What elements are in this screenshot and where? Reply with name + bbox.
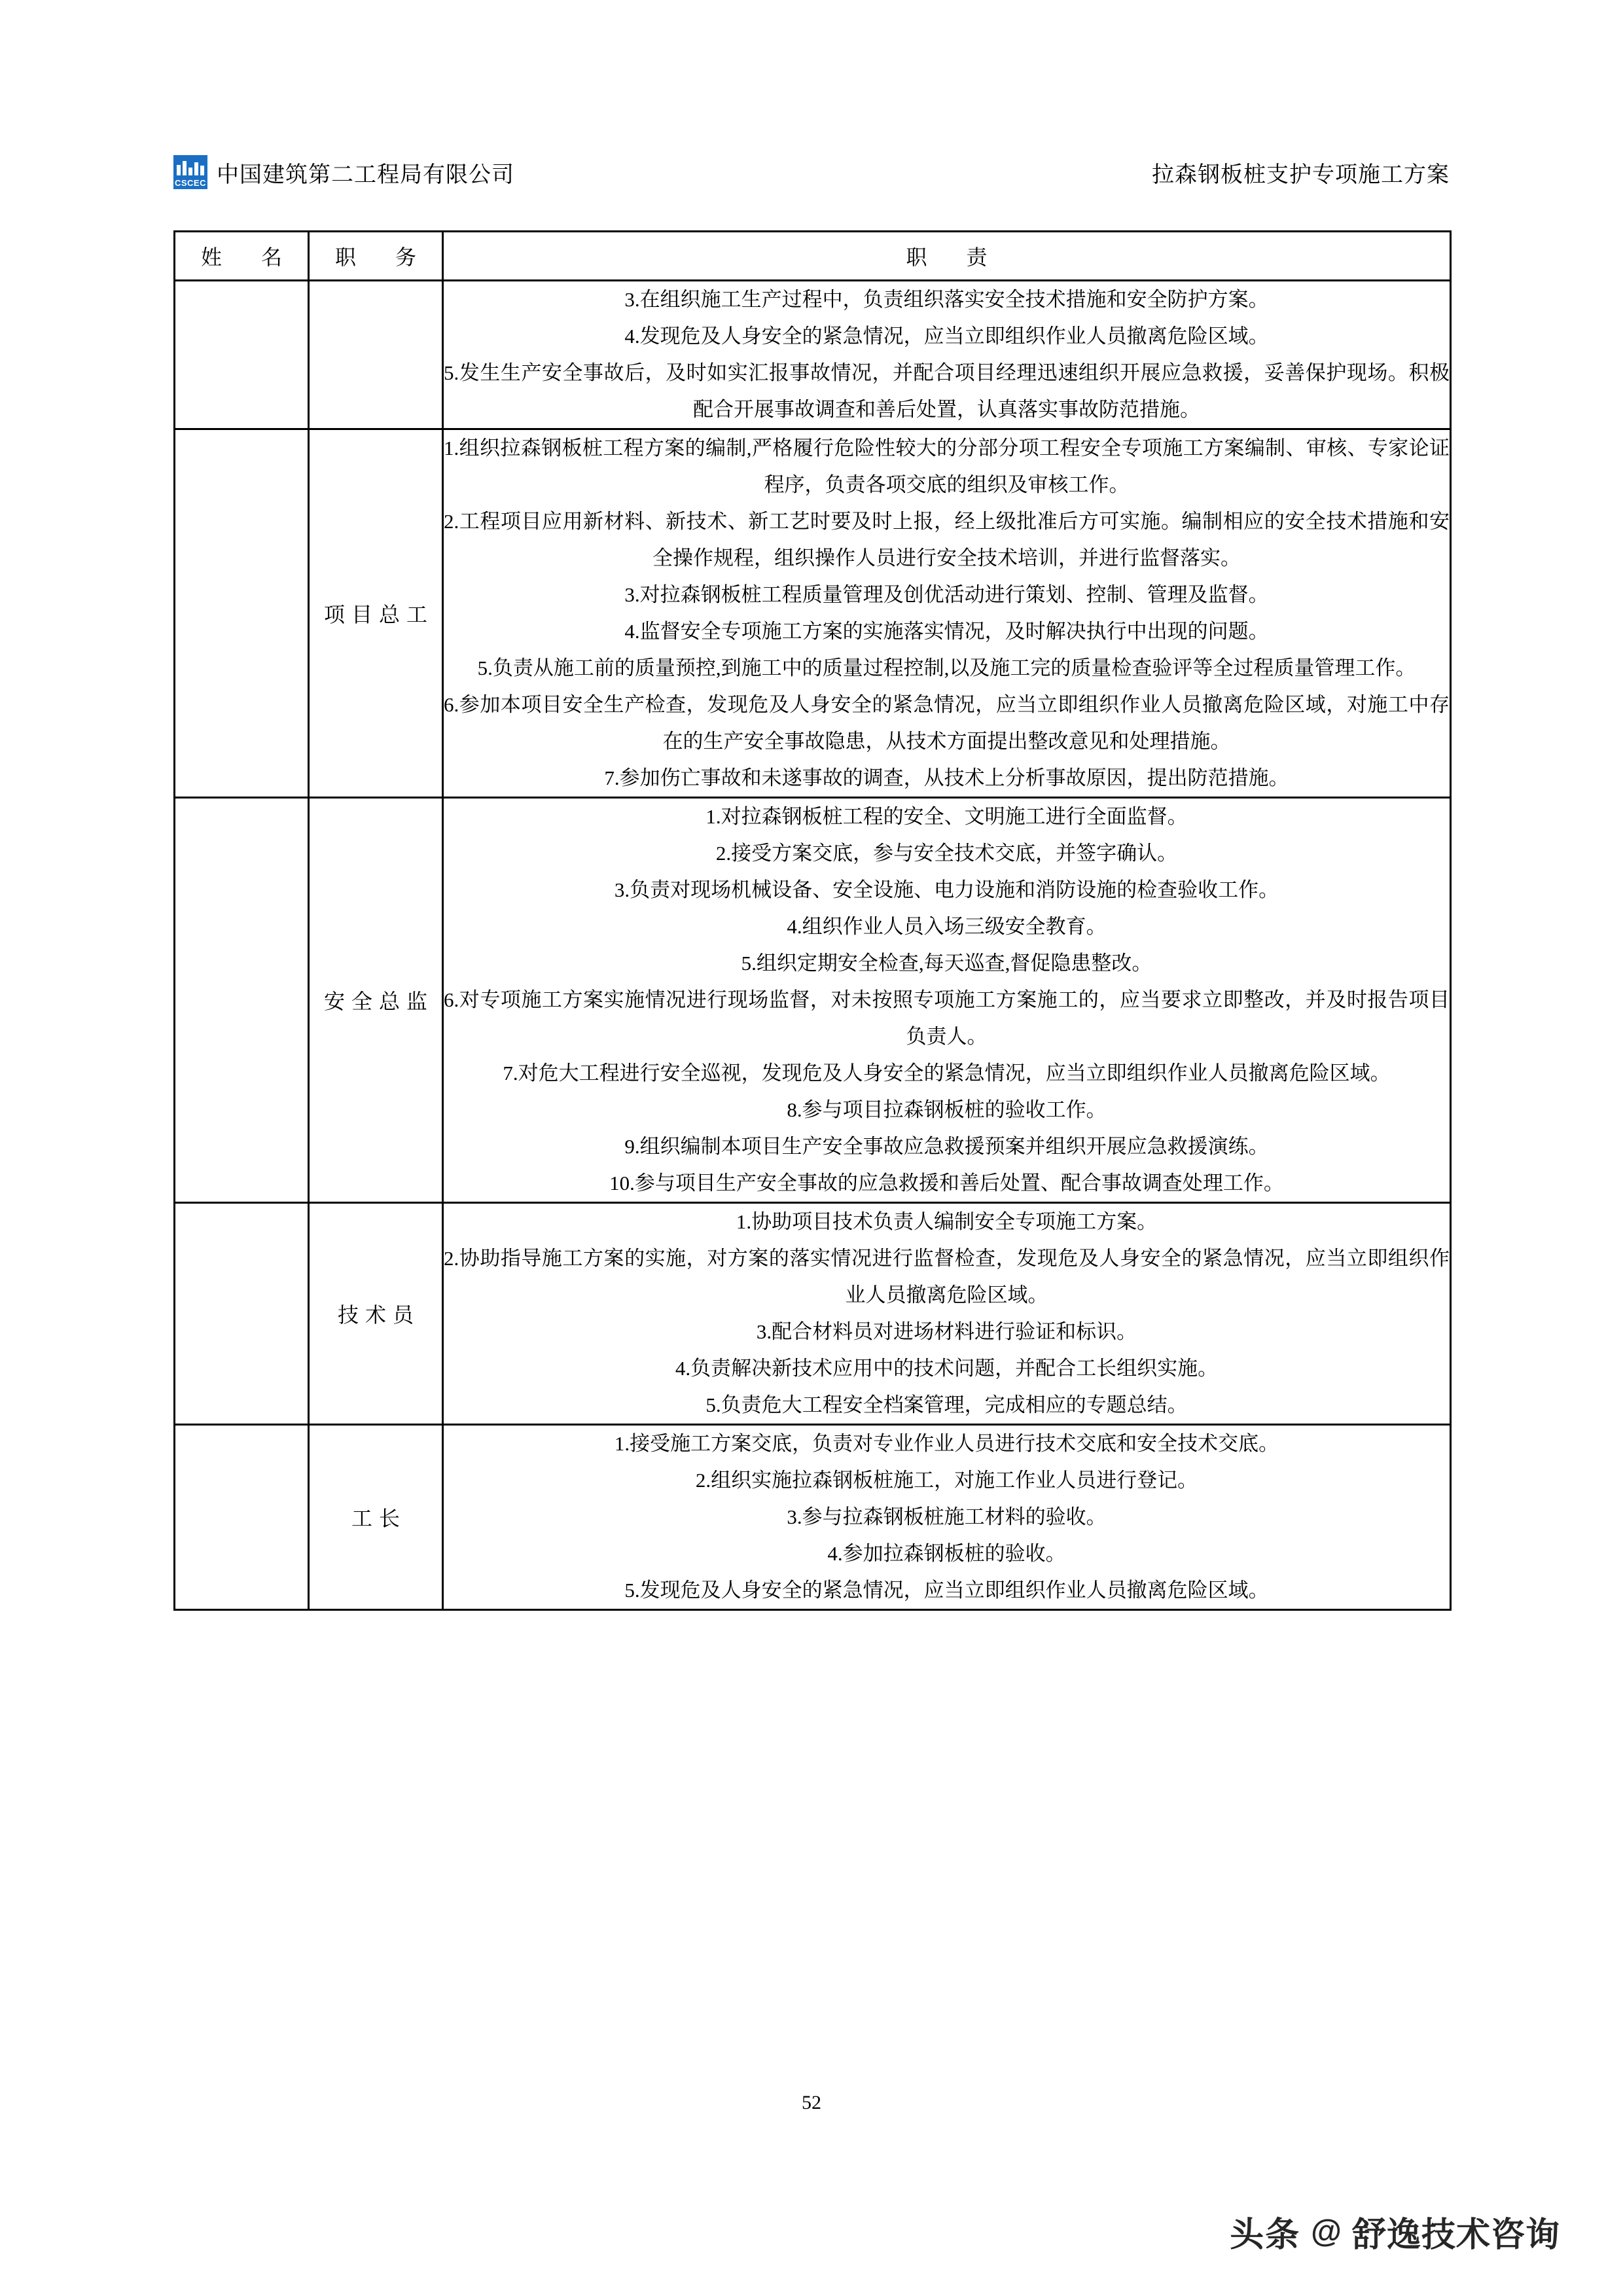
cell-role: 技术员 (309, 1203, 443, 1425)
duty-item: 5.组织定期安全检查,每天巡查,督促隐患整改。 (741, 952, 1152, 975)
cell-duty (443, 281, 1451, 429)
table-head (175, 232, 1451, 281)
column-header-name: 姓 名 (175, 232, 309, 281)
duty-item: 6.参加本项目安全生产检查，发现危及人身安全的紧急情况，应当立即组织作业人员撤离危险区域，对施工中存在的生产安全事故隐患，从技术方面提出整改意见和处理措施。 (444, 693, 1450, 753)
duty-item: 2.接受方案交底，参与安全技术交底，并签字确认。 (715, 842, 1178, 865)
duty-item: 5.负责危大工程安全档案管理，完成相应的专题总结。 (705, 1393, 1188, 1416)
duty-item: 4.发现危及人身安全的紧急情况，应当立即组织作业人员撤离危险区域。 (624, 325, 1269, 348)
duty-item: 6.对专项施工方案实施情况进行现场监督，对未按照专项施工方案施工的，应当要求立即整改，并及时报告项目负责人。 (444, 988, 1450, 1048)
cell-name (175, 1425, 309, 1610)
table-row (175, 1425, 1451, 1610)
logo-bars-icon (177, 160, 204, 175)
duty-item: 2.协助指导施工方案的实施，对方案的落实情况进行监督检查，发现危及人身安全的紧急情况，应当立即组织作业人员撤离危险区域。 (444, 1247, 1450, 1306)
column-header-role: 职 务 (309, 232, 443, 281)
running-header (173, 149, 1450, 195)
column-header-duty: 职 责 (443, 232, 1451, 281)
cell-role: 项目总工 (309, 429, 443, 798)
cscec-logo-icon (173, 155, 207, 189)
duty-item: 1.协助项目技术负责人编制安全专项施工方案。 (736, 1210, 1158, 1233)
header-document-title: 拉森钢板桩支护专项施工方案 (1152, 162, 1450, 187)
duty-item: 8.参与项目拉森钢板桩的验收工作。 (787, 1098, 1107, 1121)
duty-item: 3.参与拉森钢板桩施工材料的验收。 (787, 1505, 1107, 1528)
duty-item: 5.发现危及人身安全的紧急情况，应当立即组织作业人员撤离危险区域。 (624, 1579, 1269, 1602)
responsibility-table (173, 230, 1452, 1611)
cell-name (175, 429, 309, 798)
duty-item: 3.对拉森钢板桩工程质量管理及创优活动进行策划、控制、管理及监督。 (624, 583, 1269, 606)
duty-item: 4.组织作业人员入场三级安全教育。 (787, 915, 1107, 938)
table-row (175, 1203, 1451, 1425)
cell-duty (443, 1425, 1451, 1610)
duty-item: 4.监督安全专项施工方案的实施落实情况，及时解决执行中出现的问题。 (624, 620, 1269, 643)
cell-duty (443, 1203, 1451, 1425)
duty-item: 4.参加拉森钢板桩的验收。 (827, 1542, 1066, 1565)
duty-item: 9.组织编制本项目生产安全事故应急救援预案并组织开展应急救援演练。 (624, 1135, 1269, 1158)
header-left-group (173, 155, 514, 189)
table-body (175, 281, 1451, 1610)
duty-item: 7.参加伤亡事故和未遂事故的调查，从技术上分析事故原因，提出防范措施。 (604, 766, 1289, 789)
cell-role: 安全总监 (309, 798, 443, 1203)
cell-role (309, 281, 443, 429)
duty-item: 1.组织拉森钢板桩工程方案的编制,严格履行危险性较大的分部分项工程安全专项施工方案编制、审核、专家论证程序，负责各项交底的组织及审核工作。 (444, 437, 1450, 496)
watermark-account: 舒逸技术咨询 (1351, 2216, 1560, 2254)
watermark-at-icon: @ (1311, 2214, 1342, 2249)
table-header-row (175, 232, 1451, 281)
duty-item: 5.负责从施工前的质量预控,到施工中的质量过程控制,以及施工完的质量检查验评等全过程质量管理工作。 (477, 656, 1416, 679)
header-company-name: 中国建筑第二工程局有限公司 (217, 162, 514, 187)
duty-item: 10.参与项目生产安全事故的应急救援和善后处置、配合事故调查处理工作。 (609, 1172, 1284, 1194)
duty-item: 7.对危大工程进行安全巡视，发现危及人身安全的紧急情况，应当立即组织作业人员撤离危险区域。 (503, 1062, 1391, 1085)
table-row (175, 429, 1451, 798)
duty-item: 1.对拉森钢板桩工程的安全、文明施工进行全面监督。 (705, 805, 1188, 828)
cell-role: 工长 (309, 1425, 443, 1610)
watermark-brand: 头条 (1230, 2216, 1301, 2254)
cell-name (175, 798, 309, 1203)
table-row (175, 281, 1451, 429)
duty-item: 3.负责对现场机械设备、安全设施、电力设施和消防设施的检查验收工作。 (614, 878, 1279, 901)
logo-wordmark: CSCEC (174, 178, 206, 188)
table-row (175, 798, 1451, 1203)
duty-item: 1.接受施工方案交底，负责对专业作业人员进行技术交底和安全技术交底。 (614, 1432, 1279, 1455)
watermark (1230, 2207, 1560, 2256)
duty-item: 3.在组织施工生产过程中，负责组织落实安全技术措施和安全防护方案。 (624, 288, 1269, 311)
page-number: 52 (802, 2092, 821, 2113)
cell-name (175, 281, 309, 429)
cell-duty (443, 429, 1451, 798)
cell-duty (443, 798, 1451, 1203)
duty-item: 3.配合材料员对进场材料进行验证和标识。 (756, 1320, 1137, 1343)
duty-item: 5.发生生产安全事故后，及时如实汇报事故情况，并配合项目经理迅速组织开展应急救援，妥善保护现场。积极配合开展事故调查和善后处置，认真落实事故防范措施。 (444, 361, 1450, 421)
duty-item: 2.组织实施拉森钢板桩施工，对施工作业人员进行登记。 (695, 1469, 1198, 1492)
cell-name (175, 1203, 309, 1425)
duty-item: 2.工程项目应用新材料、新技术、新工艺时要及时上报，经上级批准后方可实施。编制相应的安全技术措施和安全操作规程，组织操作人员进行安全技术培训，并进行监督落实。 (444, 510, 1450, 569)
duty-item: 4.负责解决新技术应用中的技术问题，并配合工长组织实施。 (675, 1357, 1219, 1380)
